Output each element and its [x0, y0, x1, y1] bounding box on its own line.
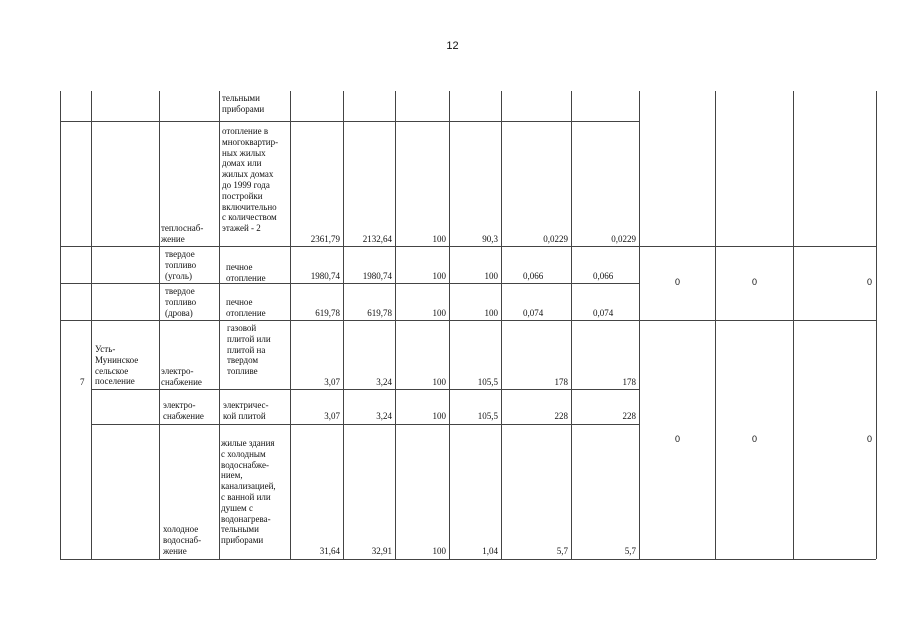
row-value-1: 1980,74 [310, 271, 340, 281]
row-value-2: 32,91 [371, 546, 392, 556]
row-value-2: 3,24 [376, 411, 392, 421]
row-service: теплоснаб- жение [161, 223, 204, 244]
row-value-1: 3,07 [324, 411, 340, 421]
row-service: твердое топливо (уголь) [165, 249, 197, 281]
row-percent-2: 90,3 [482, 234, 498, 244]
row-percent-1: 100 [432, 234, 446, 244]
row-number: 7 [80, 377, 85, 387]
row-percent-1: 100 [432, 546, 446, 556]
side-value-a: 0 [674, 434, 680, 444]
row-percent-2: 105,5 [477, 377, 498, 387]
row-service: электро- снабжение [161, 366, 202, 387]
side-value-b: 0 [751, 434, 757, 444]
row-percent-1: 100 [432, 377, 446, 387]
page-number: 12 [446, 40, 459, 52]
row-norm-1: 5,7 [556, 546, 568, 556]
row-norm-1: 0,066 [523, 271, 544, 281]
side-value-b: 0 [751, 277, 757, 287]
row-norm-1: 178 [554, 377, 568, 387]
row-norm-2: 5,7 [624, 546, 636, 556]
row-object: газовой плитой или плитой на твердом топливе [227, 323, 271, 377]
row-percent-1: 100 [432, 271, 446, 281]
row-norm-1: 0,074 [523, 308, 544, 318]
row-value-1: 2361,79 [310, 234, 340, 244]
row-object: отопление в многоквартир- ных жилых домах или жилых домах до 1999 года постройки включительно с количеством этажей - 2 [222, 126, 279, 234]
row-percent-1: 100 [432, 308, 446, 318]
row-service: твердое топливо (дрова) [165, 286, 197, 318]
side-value-c: 0 [866, 277, 872, 287]
row-object: жилые здания с холодным водоснабже- нием, канализацией, с ванной или душем с водонагрева- тельными приборами [221, 438, 276, 546]
row-object: тельными приборами [222, 93, 265, 114]
row-value-1: 619,78 [315, 308, 340, 318]
row-norm-2: 228 [622, 411, 636, 421]
row-value-2: 2132,64 [362, 234, 392, 244]
row-norm-1: 228 [554, 411, 568, 421]
row-value-2: 1980,74 [362, 271, 392, 281]
row-object: электричес- кой плитой [223, 400, 269, 421]
row-value-2: 3,24 [376, 377, 392, 387]
row-value-1: 31,64 [319, 546, 340, 556]
row-percent-2: 105,5 [477, 411, 498, 421]
side-value-c: 0 [866, 434, 872, 444]
row-service: электро- снабжение [163, 400, 204, 421]
row-settlement: Усть- Мунинское сельское поселение [95, 344, 139, 387]
row-value-2: 619,78 [367, 308, 392, 318]
row-value-1: 3,07 [324, 377, 340, 387]
row-norm-2: 0,066 [593, 271, 614, 281]
row-object: печное отопление [226, 262, 266, 283]
row-service: холодное водоснаб- жение [163, 524, 202, 556]
row-norm-2: 0,074 [593, 308, 614, 318]
row-norm-2: 178 [622, 377, 636, 387]
row-object: печное отопление [226, 297, 266, 318]
row-percent-2: 1,04 [482, 546, 498, 556]
row-percent-1: 100 [432, 411, 446, 421]
row-percent-2: 100 [484, 271, 498, 281]
side-value-a: 0 [674, 277, 680, 287]
row-norm-1: 0,0229 [543, 234, 568, 244]
row-percent-2: 100 [484, 308, 498, 318]
row-norm-2: 0,0229 [611, 234, 636, 244]
